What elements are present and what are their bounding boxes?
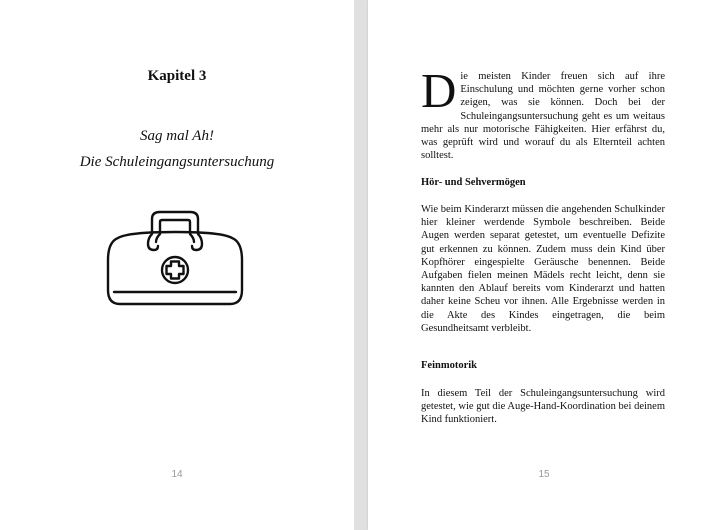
- right-page: [368, 0, 720, 530]
- section-heading-fine-motor: Feinmotorik: [421, 360, 477, 371]
- paragraph-fine-motor: In diesem Teil der Schuleingangsuntersuchung wird getestet, wie gut die Auge-Hand-Koordination bei deinem Kind funktioniert.: [421, 388, 665, 426]
- chapter-subtitle-line1: Sag mal Ah!: [140, 128, 214, 144]
- doctor-bag-icon: [104, 208, 246, 308]
- page-number-right: 15: [538, 469, 550, 480]
- page-gutter: [354, 0, 368, 530]
- paragraph-hearing-vision: Wie beim Kinderarzt müssen die angehenden Schulkinder hier kleiner werdende Symbole beschreiben. Beide Augen werden separat getestet, um eventuelle Defizite gut erkennen zu können. Zudem muss dein Kind über Kopfhörer eingespielte Geräusche benennen. Beide Aufgaben fielen meinen Mädels recht leicht, denn sie kannten den Ablauf bereits vom Kinderarzt und hatten daher keine Scheu vor ihnen. Alle Ergebnisse werden in die Akte des Kindes eingetragen, die beim Gesundheitsamt verbleibt.: [421, 204, 665, 334]
- left-page: [0, 0, 354, 530]
- intro-text: ie meisten Kinder freuen sich auf ihre Einschulung und möchten gerne vorher schon zeigen, was sie können. Doch bei der Schuleingangsuntersuchung geht es um weitaus mehr als nur motorische Fähigkeiten. Hier erfährst du, was geprüft wird und worauf du als Elternteil achten solltest.: [421, 71, 665, 162]
- page-number-left: 14: [171, 469, 183, 480]
- intro-paragraph: [421, 63, 665, 162]
- drop-cap: D: [421, 63, 457, 118]
- chapter-title: Kapitel 3: [147, 68, 207, 84]
- section-heading-hearing-vision: Hör- und Sehvermögen: [421, 177, 526, 188]
- chapter-subtitle-line2: Die Schuleingangsuntersuchung: [79, 154, 275, 170]
